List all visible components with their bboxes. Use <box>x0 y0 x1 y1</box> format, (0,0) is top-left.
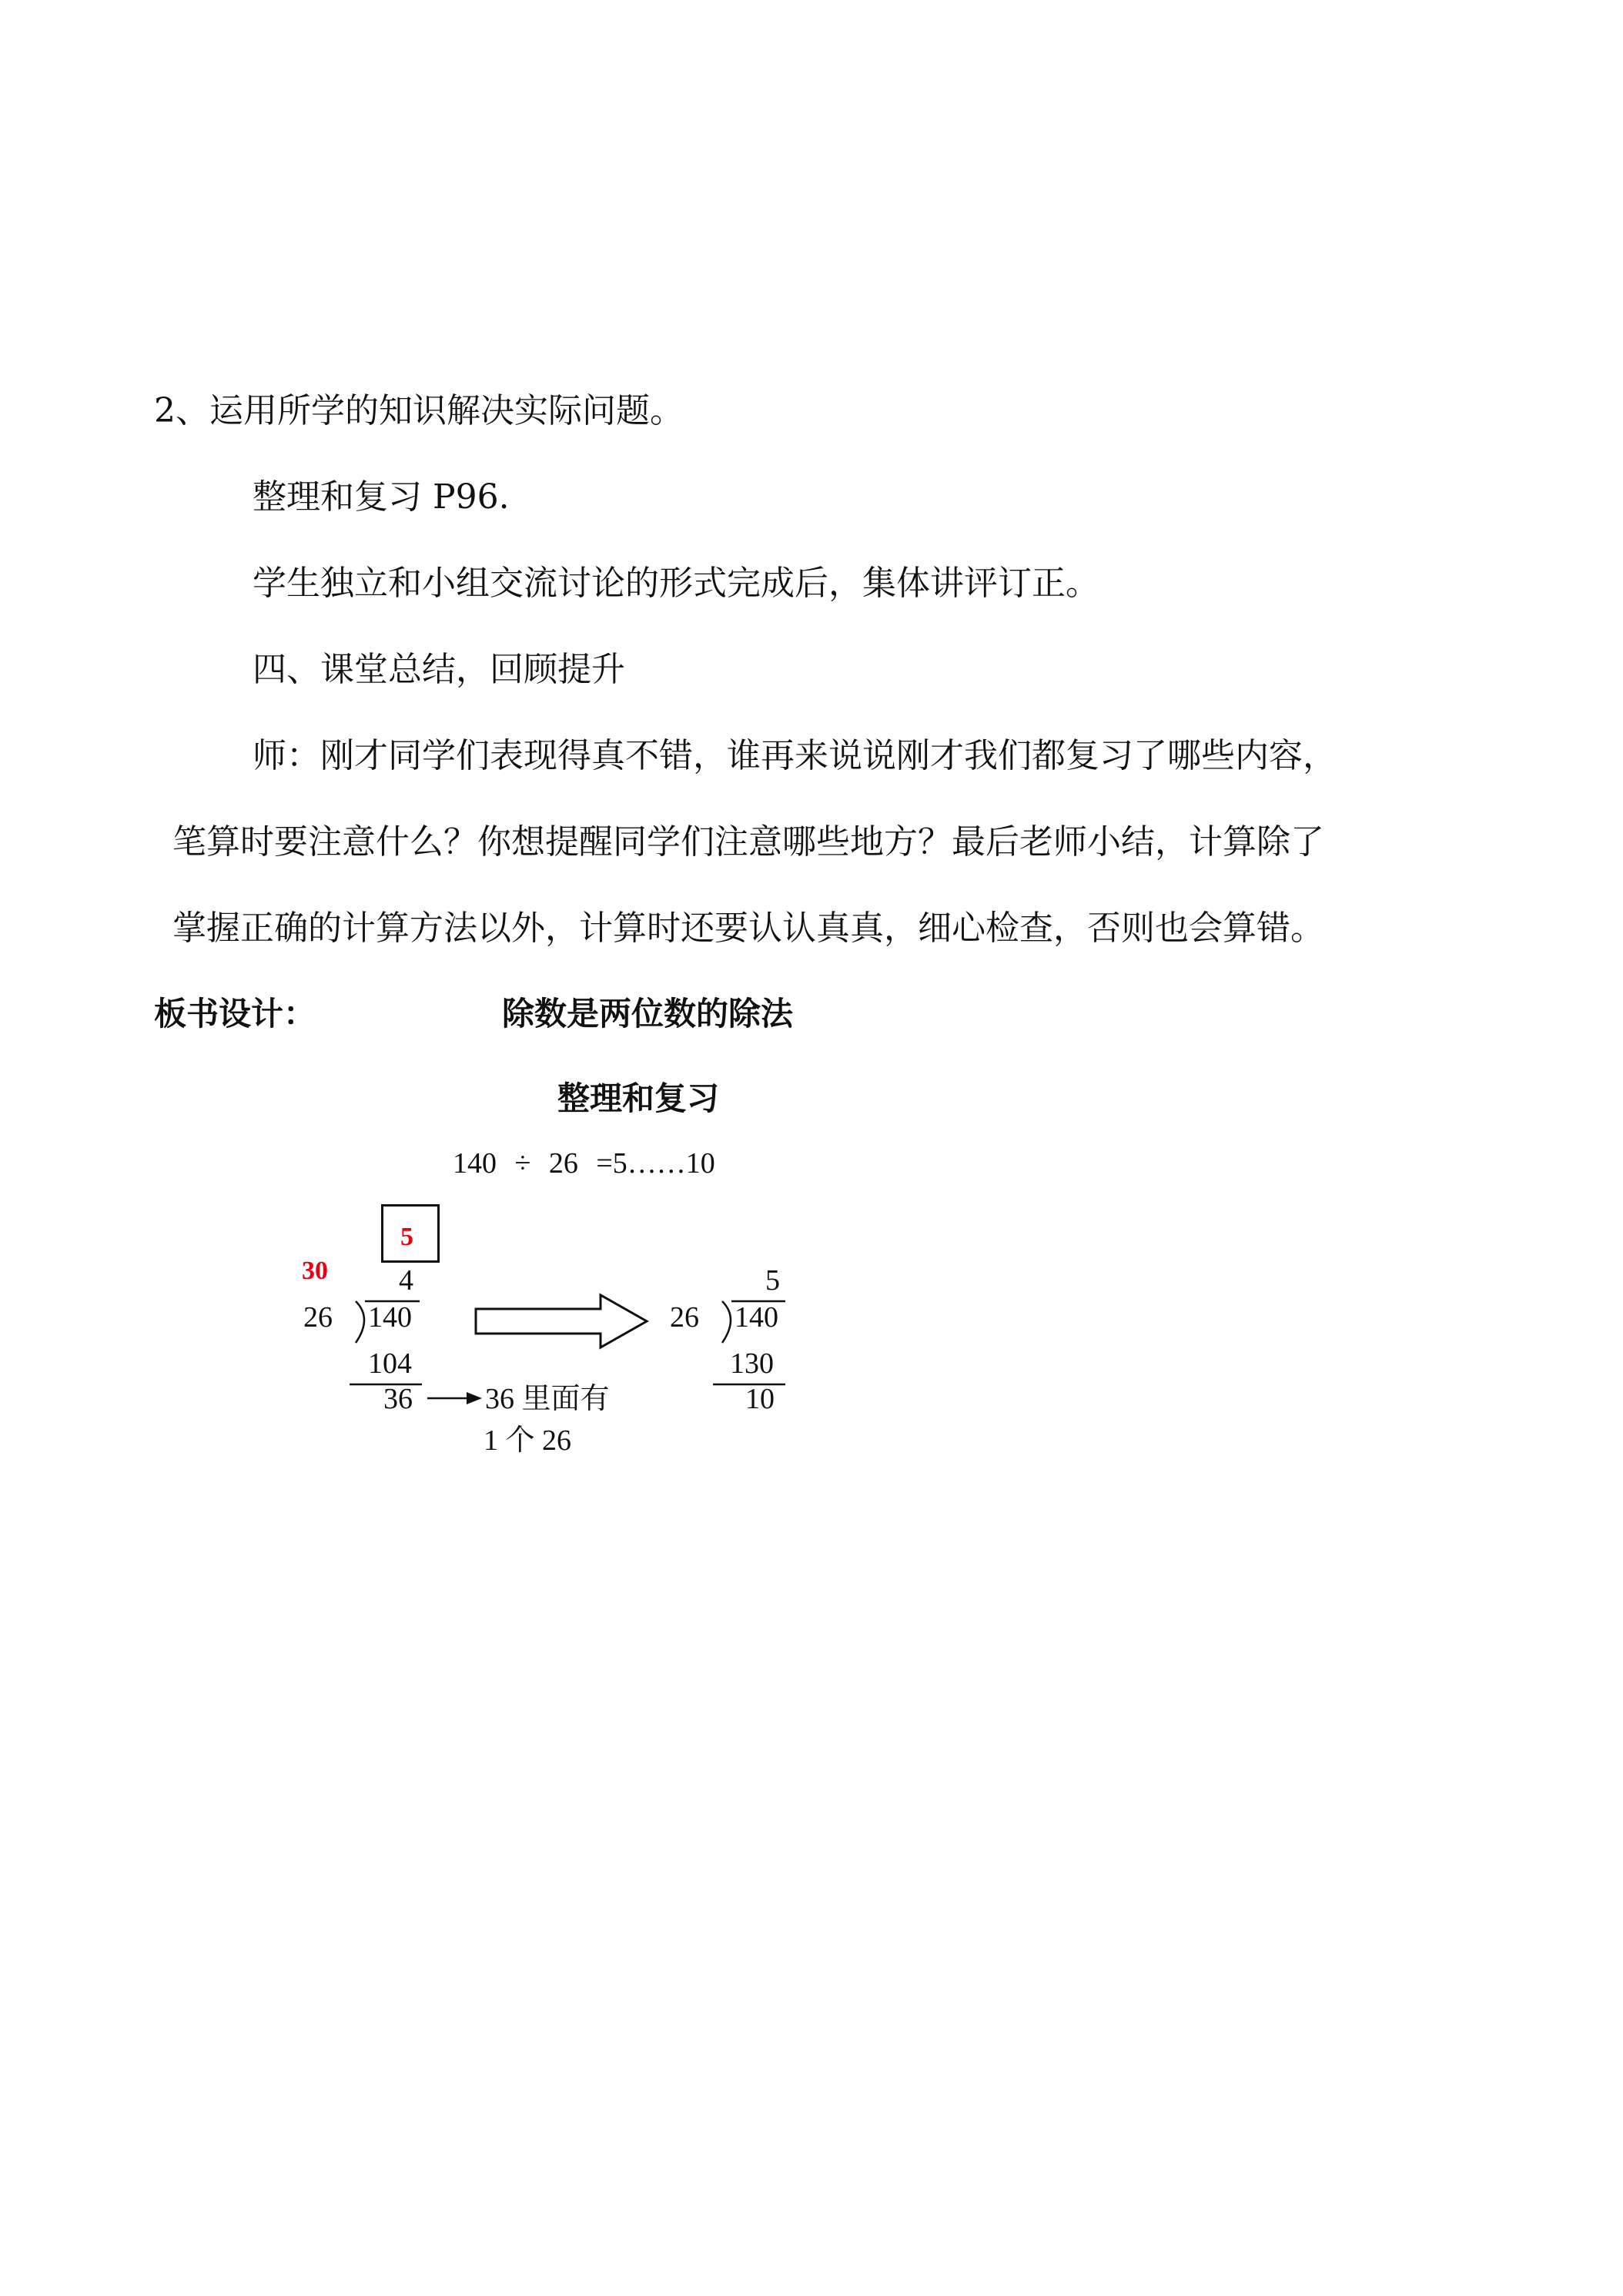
board-title: 除数是两位数的除法 <box>502 995 794 1033</box>
right-division-bracket <box>722 1301 731 1343</box>
line-4: 四、课堂总结，回顾提升 <box>253 650 625 689</box>
line-1: 2、运用所学的知识解决实际问题。 <box>154 391 684 430</box>
left-dividend: 140 <box>368 1301 412 1334</box>
left-product: 104 <box>368 1347 412 1380</box>
board-label: 板书设计： <box>154 995 316 1033</box>
left-quotient: 4 <box>399 1264 413 1297</box>
line-5: 师：刚才同学们表现得真不错，谁再来说说刚才我们都复习了哪些内容， <box>253 736 1337 775</box>
left-remainder: 36 <box>383 1383 413 1415</box>
right-divisor: 26 <box>670 1301 699 1334</box>
remainder-note-line-2: 1 个 26 <box>484 1424 572 1457</box>
right-quotient: 5 <box>765 1264 780 1297</box>
left-division-bracket <box>356 1301 364 1343</box>
line-7: 掌握正确的计算方法以外，计算时还要认认真真，细心检查，否则也会算错。 <box>172 909 1324 948</box>
hollow-right-arrow-icon <box>476 1295 647 1347</box>
corrected-quotient: 5 <box>400 1223 413 1251</box>
right-remainder: 10 <box>745 1383 775 1415</box>
line-6: 笔算时要注意什么？你想提醒同学们注意哪些地方？最后老师小结，计算除了 <box>172 822 1324 862</box>
board-subtitle: 整理和复习 <box>557 1079 720 1117</box>
small-right-arrow-icon <box>467 1392 482 1404</box>
left-divisor: 26 <box>303 1301 333 1334</box>
remainder-note-line-1: 36 里面有 <box>485 1383 610 1415</box>
right-dividend: 140 <box>735 1301 778 1334</box>
line-2: 整理和复习 P96. <box>253 477 510 517</box>
board-equation: 140 ÷ 26 =5……10 <box>453 1147 715 1180</box>
line-3: 学生独立和小组交流讨论的形式完成后，集体讲评订正。 <box>253 564 1099 603</box>
estimated-divisor: 30 <box>302 1257 328 1285</box>
right-product: 130 <box>730 1347 774 1380</box>
